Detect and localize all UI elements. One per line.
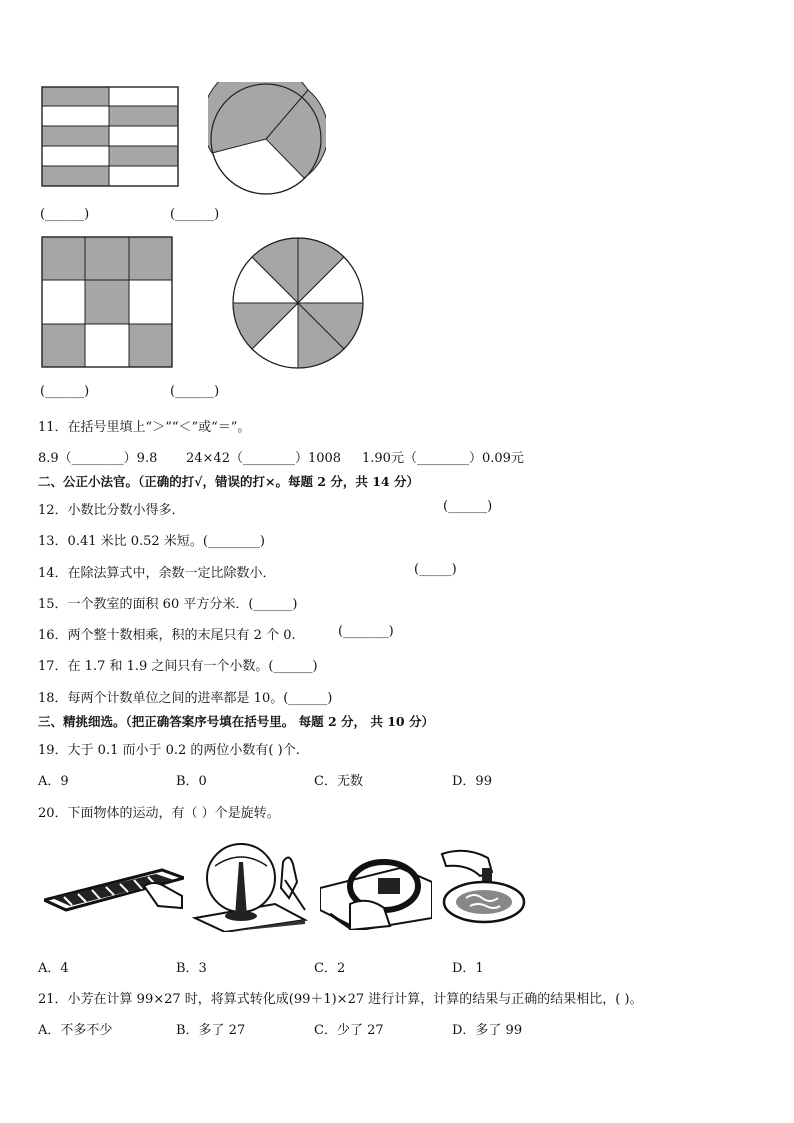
section3-title: 三、精挑细选。（把正确答案序号填在括号里。 每题 2 分， 共 10 分）	[38, 714, 434, 729]
fraction-circle-thirds	[208, 82, 326, 198]
q18-text[interactable]: 18．每两个计数单位之间的进率都是 10。(______)	[38, 691, 333, 706]
q21-option-c[interactable]: C．少了 27	[314, 1023, 384, 1038]
fig3-answer-blank[interactable]: (______)	[40, 384, 90, 399]
fig4-answer-blank[interactable]: (______)	[170, 384, 220, 399]
q15-text[interactable]: 15．一个教室的面积 60 平方分米．(______)	[38, 597, 298, 612]
q19-option-b[interactable]: B．0	[176, 774, 207, 789]
q19-option-a[interactable]: A．9	[38, 774, 69, 789]
fraction-circle-eighths	[230, 236, 366, 370]
q21-option-a[interactable]: A．不多不少	[38, 1023, 113, 1038]
faucet-sink-illustration	[436, 848, 526, 930]
q14-answer-blank[interactable]: (_____)	[414, 562, 457, 577]
q21-text: 21．小芳在计算 99×27 时，将算式转化成(99＋1)×27 进行计算，计算的结果与正确的结果相比，( )。	[38, 992, 643, 1007]
q20-option-a[interactable]: A．4	[38, 961, 69, 976]
q19-option-c[interactable]: C．无数	[314, 774, 363, 789]
q20-option-d[interactable]: D．1	[452, 961, 484, 976]
q20-option-b[interactable]: B．3	[176, 961, 207, 976]
q19-text: 19．大于 0.1 而小于 0.2 的两位小数有( )个.	[38, 743, 300, 758]
q11-text: 11．在括号里填上“＞”“＜”或“＝”。	[38, 420, 251, 435]
q16-answer-blank[interactable]: (_______)	[338, 624, 394, 639]
section2-title: 二、公正小法官。（正确的打√，错误的打×。每题 2 分，共 14 分）	[38, 474, 419, 489]
fraction-grid-rect	[41, 86, 181, 190]
fig1-answer-blank[interactable]: (______)	[40, 207, 90, 222]
q11-item-1[interactable]: 8.9（________）9.8	[38, 451, 158, 466]
q12-answer-blank[interactable]: (______)	[443, 499, 493, 514]
q16-text: 16．两个整十数相乘，积的末尾只有 2 个 0.	[38, 628, 296, 643]
q11-item-2[interactable]: 24×42（________）1008	[186, 451, 342, 466]
q17-text[interactable]: 17．在 1.7 和 1.9 之间只有一个小数。(______)	[38, 659, 318, 674]
steering-wheel-illustration	[320, 848, 432, 930]
q11-item-3[interactable]: 1.90元（________）0.09元	[362, 451, 524, 466]
fig2-answer-blank[interactable]: (______)	[170, 207, 220, 222]
q13-text[interactable]: 13．0.41 米比 0.52 米短。(________)	[38, 534, 265, 549]
spinning-globe-illustration	[185, 840, 320, 932]
q12-text: 12．小数比分数小得多．	[38, 503, 185, 518]
q14-text: 14．在除法算式中，余数一定比除数小．	[38, 566, 276, 581]
q19-option-d[interactable]: D．99	[452, 774, 492, 789]
abacus-illustration	[44, 862, 184, 924]
q21-option-d[interactable]: D．多了 99	[452, 1023, 523, 1038]
q21-option-b[interactable]: B．多了 27	[176, 1023, 246, 1038]
fraction-grid-square	[41, 236, 175, 370]
q20-text: 20．下面物体的运动，有（ ）个是旋转。	[38, 806, 280, 821]
q20-option-c[interactable]: C．2	[314, 961, 346, 976]
